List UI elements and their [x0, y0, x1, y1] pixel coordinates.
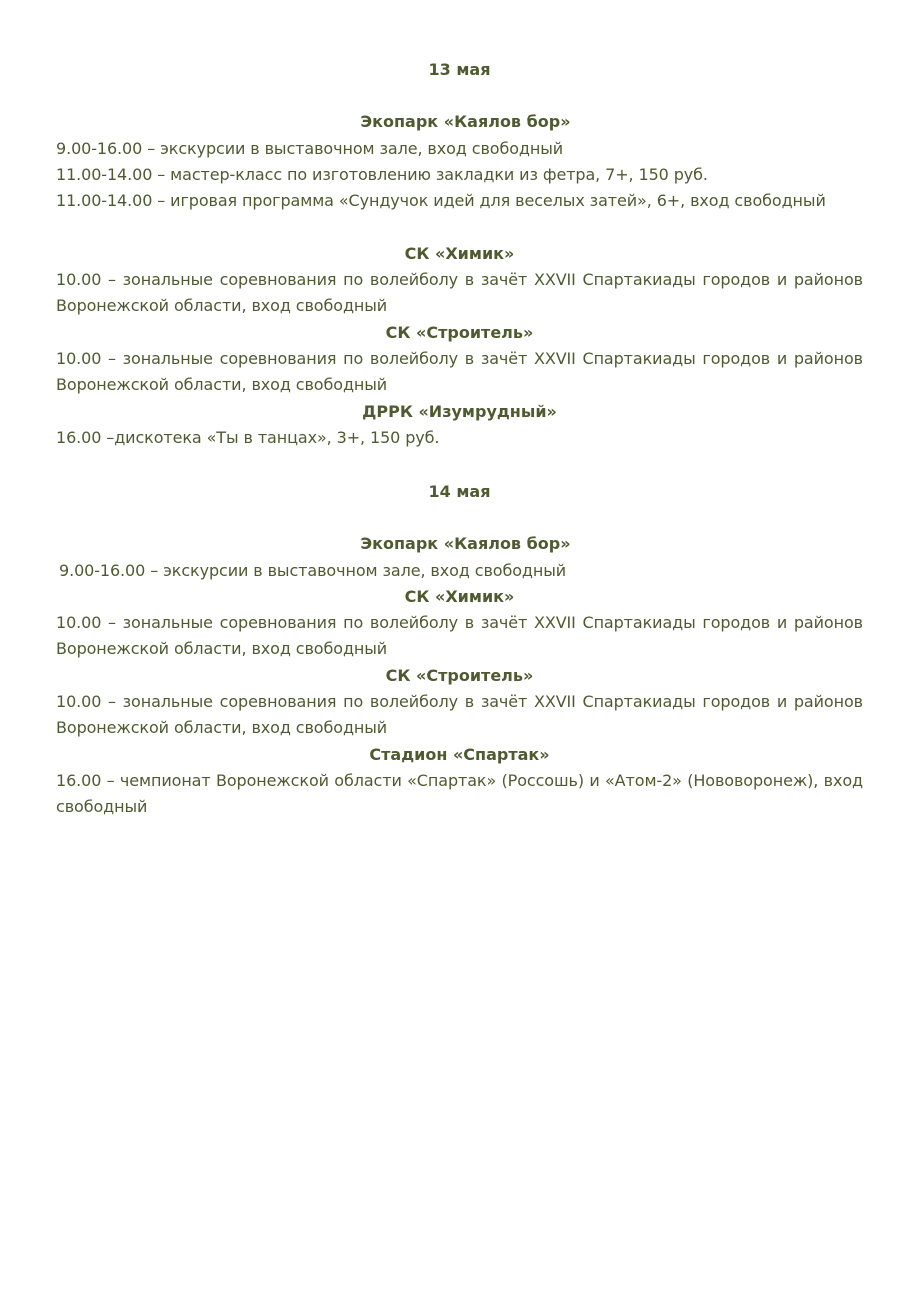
event-line: 16.00 – чемпионат Воронежской области «Спартак» (Россошь) и «Атом-2» (Нововоронеж), вход свободный [56, 771, 863, 816]
venue-heading: Стадион «Спартак» [369, 745, 550, 764]
event-line: 10.00 – зональные соревнования по волейболу в зачёт XXVII Спартакиады городов и районов Воронежской области, вход свободный [56, 270, 863, 315]
event-line: 11.00-14.00 – игровая программа «Сундучок идей для веселых затей», 6+, вход свободный [56, 191, 826, 210]
event-line: 11.00-14.00 – мастер-класс по изготовлению закладки из фетра, 7+, 150 руб. [56, 165, 708, 184]
event-line: 16.00 –дискотека «Ты в танцах», 3+, 150 руб. [56, 428, 440, 447]
event-line: 10.00 – зональные соревнования по волейболу в зачёт XXVII Спартакиады городов и районов Воронежской области, вход свободный [56, 613, 863, 658]
venue-heading: СК «Строитель» [385, 323, 534, 342]
day-heading: 13 мая [428, 60, 491, 79]
venue-heading: Экопарк «Каялов бор» [360, 534, 571, 553]
event-line: 10.00 – зональные соревнования по волейболу в зачёт XXVII Спартакиады городов и районов Воронежской области, вход свободный [56, 692, 863, 737]
event-line: 10.00 – зональные соревнования по волейболу в зачёт XXVII Спартакиады городов и районов Воронежской области, вход свободный [56, 349, 863, 394]
event-line: 9.00-16.00 – экскурсии в выставочном зале, вход свободный [56, 139, 564, 158]
venue-heading: ДРРК «Изумрудный» [362, 402, 557, 421]
day-heading: 14 мая [428, 482, 491, 501]
event-line: 9.00-16.00 – экскурсии в выставочном зале, вход свободный [59, 561, 567, 580]
venue-heading: Экопарк «Каялов бор» [360, 112, 571, 131]
venue-heading: СК «Химик» [404, 244, 515, 263]
venue-heading: СК «Химик» [404, 587, 515, 606]
venue-heading: СК «Строитель» [385, 666, 534, 685]
